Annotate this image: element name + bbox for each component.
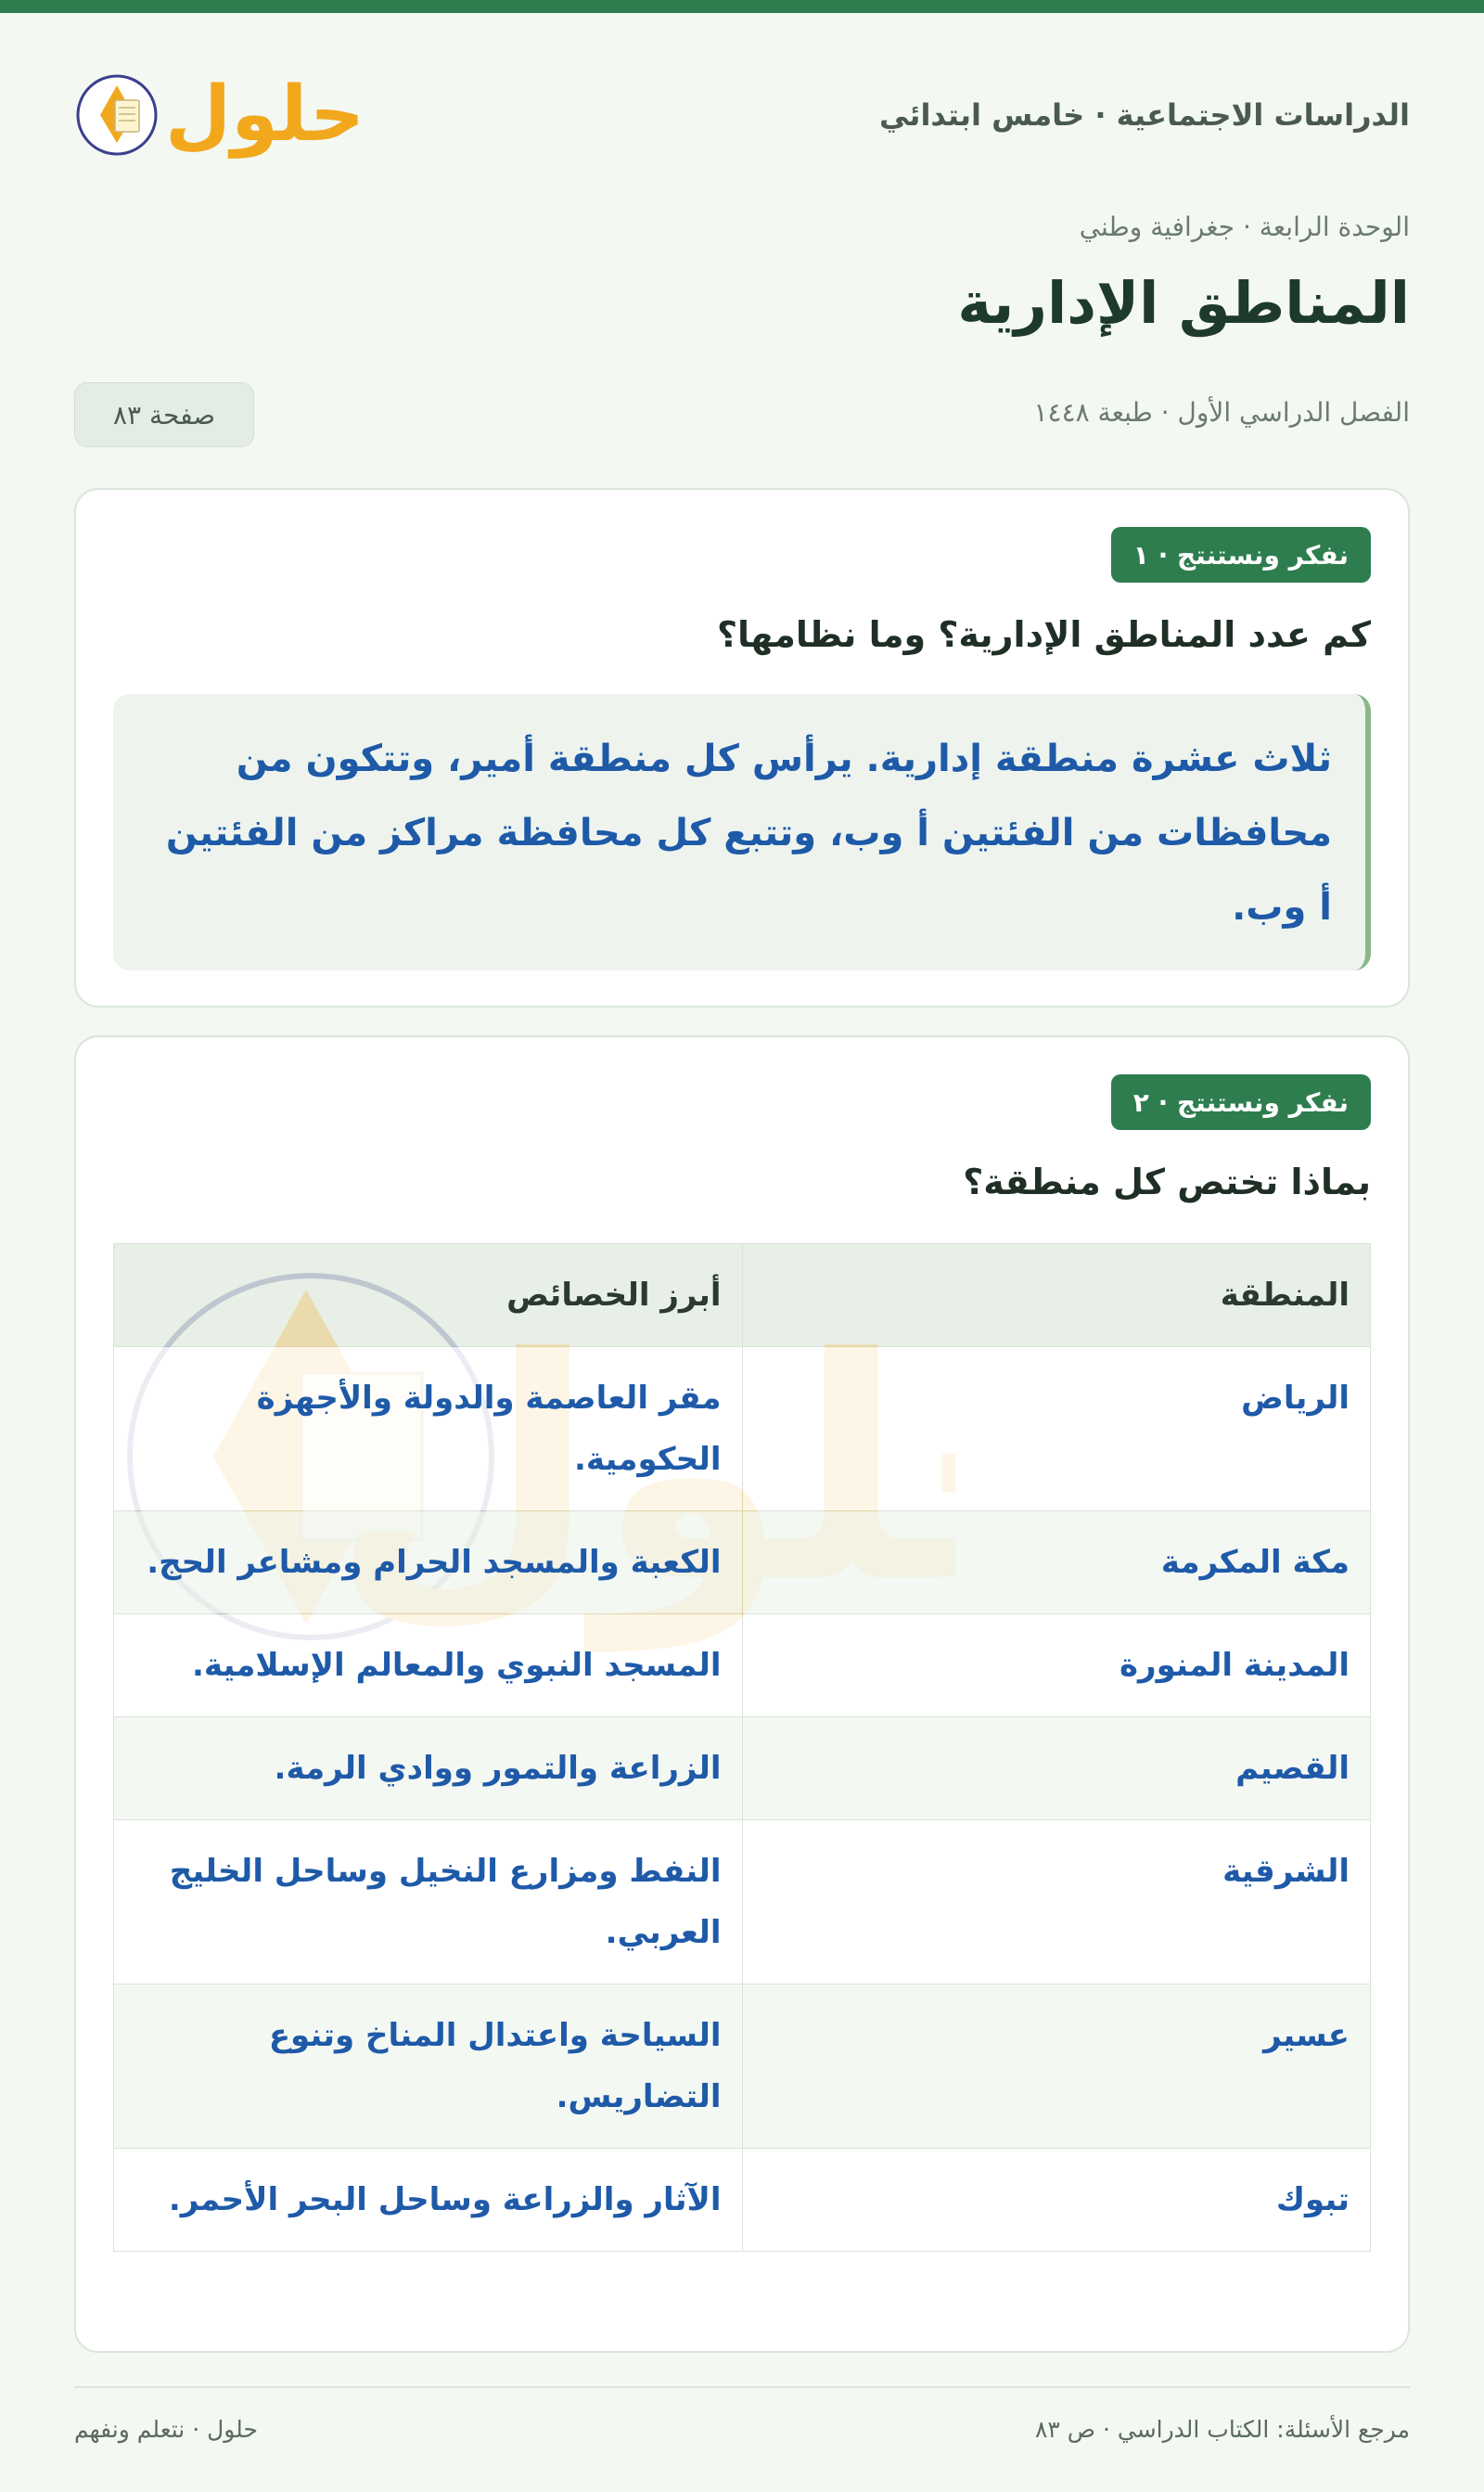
footer-divider xyxy=(74,2386,1410,2388)
page-footer xyxy=(74,2416,1410,2443)
page-title: المناطق الإدارية xyxy=(957,269,1410,337)
subject-title: الدراسات الاجتماعية · خامس ابتدائي xyxy=(879,97,1410,133)
unit-breadcrumb: الوحدة الرابعة · جغرافية وطني xyxy=(1079,212,1410,242)
region-features: النفط ومزارع النخيل وساحل الخليج العربي. xyxy=(114,1820,743,1985)
question-tag: نفكر ونستنتج · ١ xyxy=(1111,527,1371,583)
region-features: الزراعة والتمور ووادي الرمة. xyxy=(114,1717,743,1820)
region-name: تبوك xyxy=(742,2149,1371,2252)
region-features: الآثار والزراعة وساحل البحر الأحمر. xyxy=(114,2149,743,2252)
footer-reference: مرجع الأسئلة: الكتاب الدراسي · ص ٨٣ xyxy=(1034,2416,1410,2443)
table-header-row xyxy=(114,1244,1371,1347)
column-header-features: أبرز الخصائص xyxy=(114,1244,743,1347)
region-name: القصيم xyxy=(742,1717,1371,1820)
table-row xyxy=(114,2149,1371,2252)
question-text: بماذا تختص كل منطقة؟ xyxy=(963,1162,1371,1202)
table-row xyxy=(114,1820,1371,1985)
logo-wordmark: حلول xyxy=(165,71,365,159)
table-row xyxy=(114,1347,1371,1511)
table-row xyxy=(114,1511,1371,1614)
regions-table xyxy=(113,1243,1371,2252)
page-header xyxy=(74,59,1410,171)
hulul-logo[interactable] xyxy=(74,72,365,158)
region-name: عسير xyxy=(742,1985,1371,2149)
region-features: السياحة واعتدال المناخ وتنوع التضاريس. xyxy=(114,1985,743,2149)
question-tag: نفكر ونستنتج · ٢ xyxy=(1111,1074,1371,1130)
logo-emblem-icon xyxy=(74,72,160,158)
page-number-badge: صفحة ٨٣ xyxy=(74,382,254,447)
region-name: الرياض xyxy=(742,1347,1371,1511)
region-features: الكعبة والمسجد الحرام ومشاعر الحج. xyxy=(114,1511,743,1614)
table-row xyxy=(114,1614,1371,1717)
answer-box: ثلاث عشرة منطقة إدارية. يرأس كل منطقة أمير، وتتكون من محافظات من الفئتين أ وب، وتتبع كل محافظة مراكز من الفئتين أ وب. xyxy=(113,694,1371,970)
top-accent-bar xyxy=(0,0,1484,13)
column-header-region: المنطقة xyxy=(742,1244,1371,1347)
footer-brand: حلول · نتعلم ونفهم xyxy=(74,2416,258,2443)
table-row xyxy=(114,1717,1371,1820)
region-features: المسجد النبوي والمعالم الإسلامية. xyxy=(114,1614,743,1717)
question-card-1 xyxy=(74,488,1410,1008)
question-card-2 xyxy=(74,1035,1410,2353)
region-name: الشرقية xyxy=(742,1820,1371,1985)
table-row xyxy=(114,1985,1371,2149)
region-name: مكة المكرمة xyxy=(742,1511,1371,1614)
question-text: كم عدد المناطق الإدارية؟ وما نظامها؟ xyxy=(716,614,1371,655)
term-edition: الفصل الدراسي الأول · طبعة ١٤٤٨ xyxy=(1033,397,1410,428)
region-name: المدينة المنورة xyxy=(742,1614,1371,1717)
region-features: مقر العاصمة والدولة والأجهزة الحكومية. xyxy=(114,1347,743,1511)
